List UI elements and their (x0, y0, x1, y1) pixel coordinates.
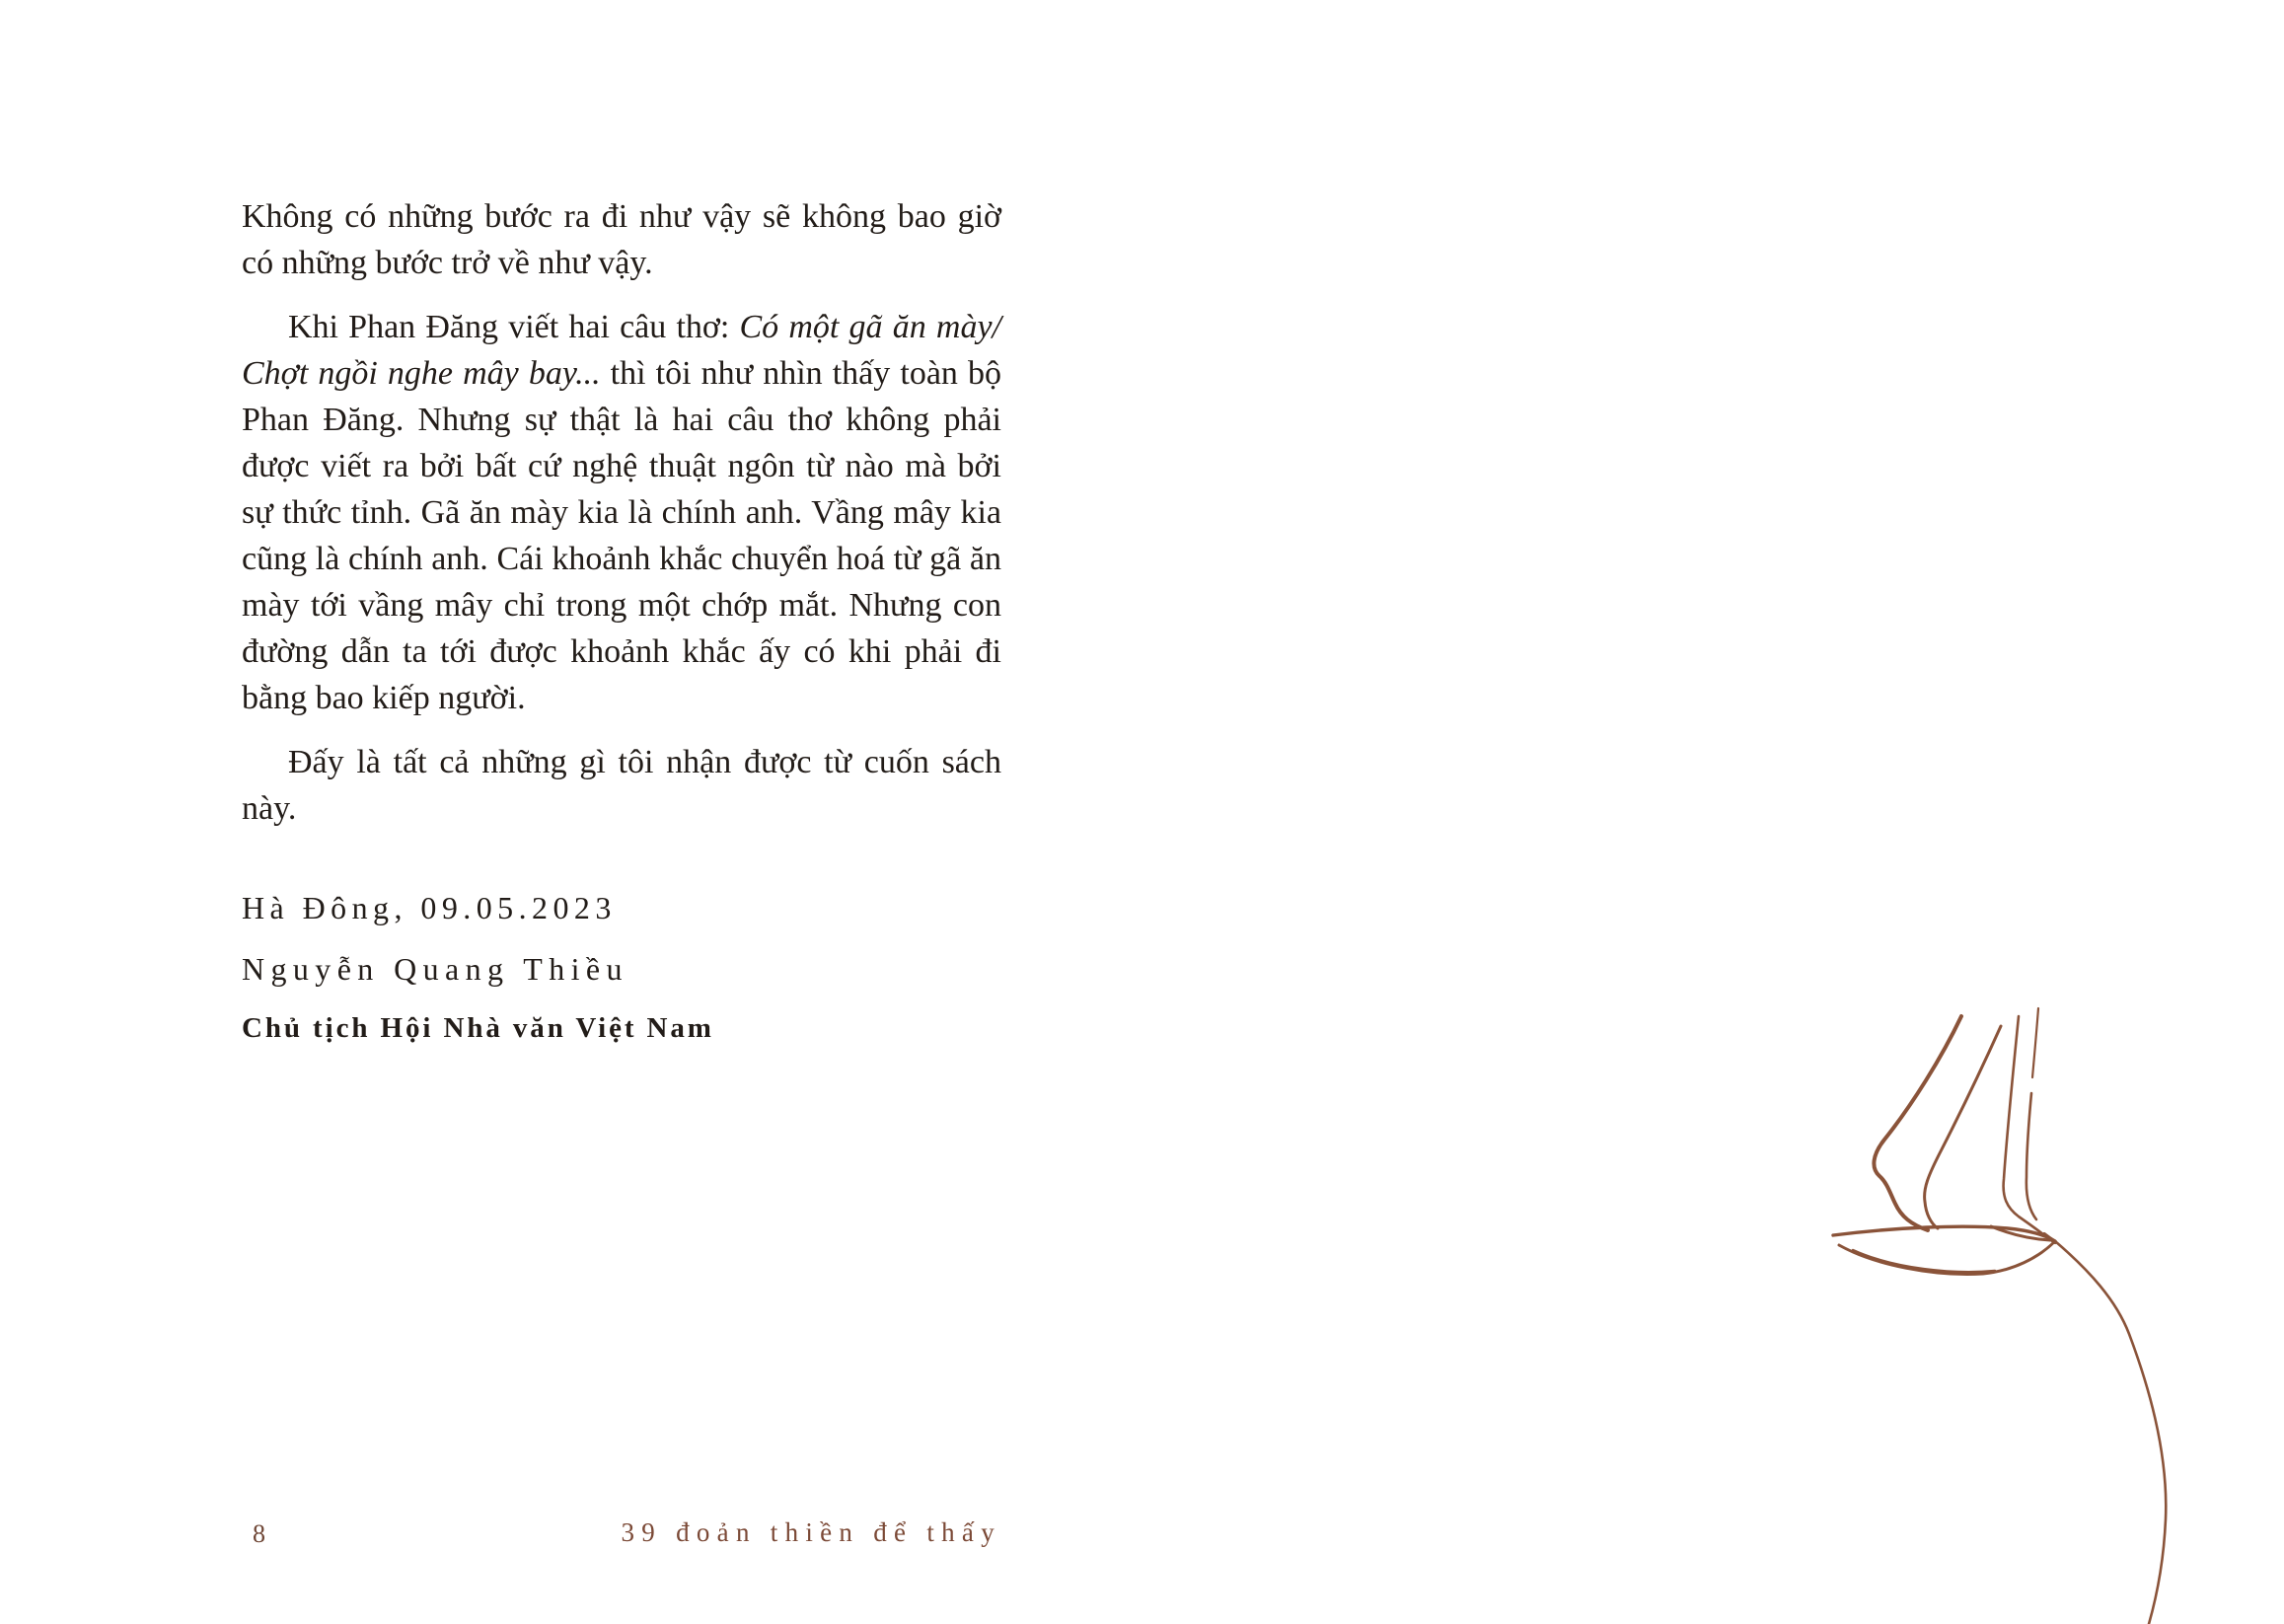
paragraph (242, 304, 1001, 721)
paragraph: Không có những bước ra đi như vậy sẽ không bao giờ có những bước trở về như vậy. (242, 198, 1001, 281)
page-number: 8 (253, 1519, 265, 1548)
paragraph: Đấy là tất cả những gì tôi nhận được từ cuốn sách này. (242, 744, 1001, 827)
illustration-strokes (1833, 1008, 2166, 1624)
paragraph-text: Khi Phan Đăng viết hai câu thơ: (288, 309, 740, 345)
signature-block (242, 886, 1001, 1048)
poem-quote-italic: Có một gã ăn mày/ Chợt ngồi nghe mây bay... (242, 309, 1001, 392)
paragraph-text: thì tôi như nhìn thấy toàn bộ Phan Đăng. Nhưng sự thật là hai câu thơ không phải được viết ra bởi bất cứ nghệ thuật ngôn từ nào mà bởi sự thức tỉnh. Gã ăn mày kia là chính anh. Vầng mây kia cũng là chính anh. Cái khoảnh khắc chuyển hoá từ gã ăn mày tới vầng mây chỉ trong một chớp mắt. Nhưng con đường dẫn ta tới được khoảnh khắc ấy có khi phải đi bằng bao kiếp người. (242, 355, 1002, 716)
preface-text-block (242, 193, 1001, 1048)
signature-author-title: Chủ tịch Hội Nhà văn Việt Nam (242, 1012, 714, 1044)
footer-running-title: 39 đoản thiền để thấy (621, 1517, 1001, 1547)
feet-on-leaf-illustration (1825, 987, 2284, 1624)
signature-author-name: Nguyễn Quang Thiều (242, 951, 628, 987)
signature-place-date: Hà Đông, 09.05.2023 (242, 890, 617, 925)
